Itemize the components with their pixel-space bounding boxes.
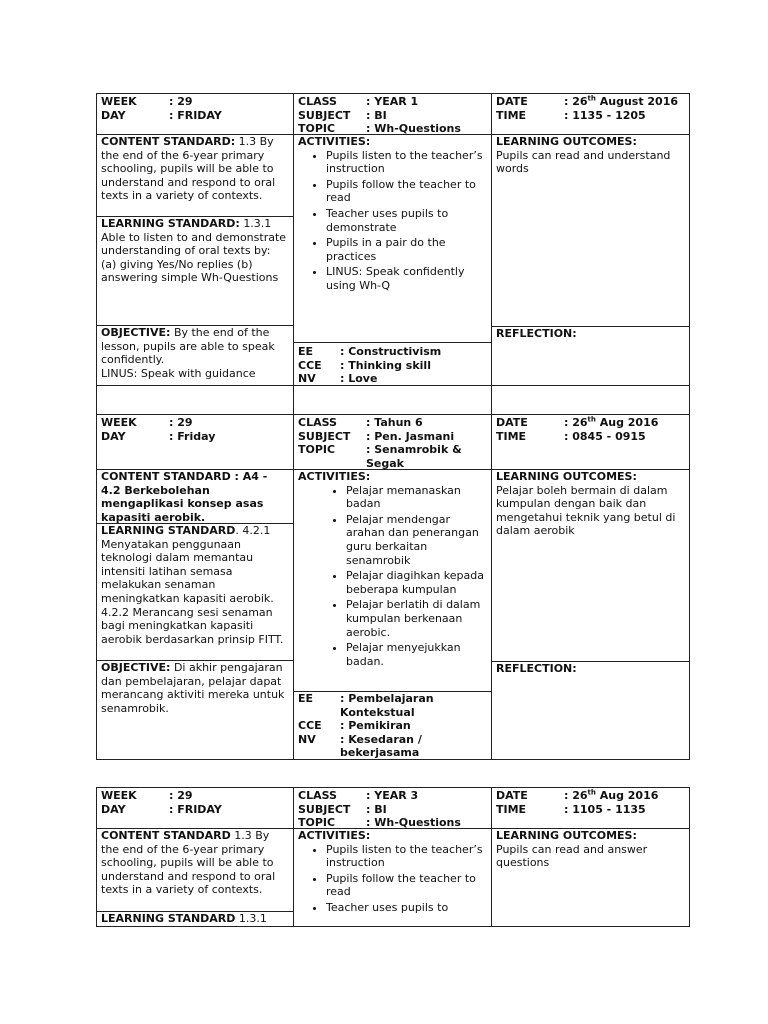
activities-label: ACTIVITIES: (298, 135, 371, 148)
activities-list (298, 484, 487, 669)
ee-label: EE (298, 692, 314, 705)
date-label: DATE (496, 789, 528, 802)
day-value: : FRIDAY (169, 802, 222, 816)
ee-label: EE (298, 345, 314, 358)
cce-value: : Thinking skill (340, 358, 431, 372)
cce-label: CCE (298, 358, 322, 372)
class-label: CLASS (298, 416, 337, 429)
ee-value: : Pembelajaran Kontekstual (340, 692, 434, 719)
date-value: : 26th Aug 2016 (564, 415, 659, 429)
spacer-cell (293, 385, 492, 415)
outcomes-label: LEARNING OUTCOMES: (496, 829, 637, 842)
content-standard-cell (96, 134, 294, 217)
objective-text: Di akhir pengajaran dan pembelajaran, pelajar dapat merancang aktiviti mereka untuk senamrobik. (101, 661, 285, 715)
lesson-plan-table-2 (96, 414, 690, 760)
outcomes-text: Pupils can read and understand words (496, 148, 671, 176)
week-label: WEEK (101, 416, 137, 429)
values-cell (293, 342, 492, 386)
subject-label: SUBJECT (298, 429, 351, 443)
class-label: CLASS (298, 789, 337, 802)
cce-label: CCE (298, 719, 322, 733)
objective-cell (96, 325, 294, 386)
lesson-plan-table-1 (96, 93, 690, 415)
date-time-cell (491, 787, 690, 829)
objective-label: OBJECTIVE: (101, 326, 171, 339)
day-label: DAY (101, 429, 126, 443)
content-standard-label: CONTENT STANDARD : A4 - 4.2 Berkebolehan mengaplikasi konsep asas kapasiti aerobik. (101, 470, 268, 524)
objective-text: By the end of the lesson, pupils are able to speak confidently. (101, 326, 275, 367)
subject-value: : BI (366, 802, 387, 816)
date-label: DATE (496, 416, 528, 429)
activity-item: • Teacher uses pupils to demonstrate (326, 207, 487, 234)
day-value: : Friday (169, 429, 216, 443)
topic-label: TOPIC (298, 122, 336, 135)
activities-label: ACTIVITIES: (298, 829, 371, 842)
objective-cell (96, 660, 294, 760)
content-standard-text: 1.3 By the end of the 6-year primary schooling, pupils will be able to understand and respond to oral texts in a variety of contexts. (101, 829, 276, 897)
topic-value: : Wh-Questions (366, 816, 461, 829)
class-value: : YEAR 1 (366, 95, 419, 108)
reflection-label: REFLECTION: (496, 327, 577, 340)
time-label: TIME (496, 429, 527, 443)
spacer-cell (96, 385, 294, 415)
learning-standard-cell (96, 216, 294, 326)
values-cell (293, 691, 492, 760)
time-label: TIME (496, 108, 527, 122)
topic-value: : Wh-Questions (366, 122, 461, 135)
week-value: : 29 (169, 95, 193, 108)
nv-value: : Kesedaran / bekerjasama (340, 732, 422, 760)
date-value: : 26th Aug 2016 (564, 788, 659, 802)
outcomes-text: Pupils can read and answer questions (496, 842, 648, 870)
learning-standard-label: LEARNING STANDARD (101, 912, 236, 925)
date-time-cell (491, 414, 690, 470)
learning-standard-label: LEARNING STANDARD (101, 524, 236, 537)
topic-value: : Senamrobik & Segak (366, 443, 462, 470)
week-label: WEEK (101, 95, 137, 108)
activity-item: • Pupils listen to the teacher’s instruction (326, 149, 487, 176)
activity-item: • Pupils in a pair do the practices (326, 236, 487, 263)
week-day-cell (96, 93, 294, 135)
activity-item: • Pupils follow the teacher to read (326, 872, 487, 899)
content-standard-cell (96, 828, 294, 912)
time-value: : 0845 - 0915 (564, 429, 646, 443)
lesson-plan-table-3 (96, 787, 690, 927)
activity-item: • LINUS: Speak confidently using Wh-Q (326, 265, 487, 292)
learning-standard-cell (96, 911, 294, 927)
outcomes-cell (491, 134, 690, 327)
outcomes-label: LEARNING OUTCOMES: (496, 470, 637, 483)
time-label: TIME (496, 802, 527, 816)
activities-label: ACTIVITIES: (298, 470, 371, 483)
nv-label: NV (298, 732, 316, 746)
time-value: : 1135 - 1205 (564, 108, 646, 122)
activities-list (298, 149, 487, 293)
activity-item: • Pupils follow the teacher to read (326, 178, 487, 205)
content-standard-label: CONTENT STANDARD: (101, 135, 236, 148)
activities-cell (293, 828, 492, 927)
activity-item: • Pupils listen to the teacher’s instruction (326, 843, 487, 870)
activity-item: • Pelajar menyejukkan badan. (346, 641, 487, 668)
nv-label: NV (298, 372, 316, 386)
class-subject-cell (293, 93, 492, 135)
ee-value: : Constructivism (340, 345, 442, 358)
reflection-cell (491, 326, 690, 386)
outcomes-text: Pelajar boleh bermain di dalam kumpulan dengan baik dan mengetahui teknik yang betul di dalam aerobik (496, 483, 676, 538)
learning-standard-text: 1.3.1 (238, 912, 267, 925)
class-value: : Tahun 6 (366, 416, 423, 429)
activity-item: • Pelajar memanaskan badan (346, 484, 487, 511)
outcomes-cell (491, 828, 690, 927)
outcomes-label: LEARNING OUTCOMES: (496, 135, 637, 148)
activity-item: • Pelajar berlatih di dalam kumpulan berkenaan aerobic. (346, 598, 487, 639)
activity-item: • Teacher uses pupils to (326, 901, 487, 915)
learning-standard-cell (96, 523, 294, 661)
activity-item: • Pelajar mendengar arahan dan penerangan guru berkaitan senamrobik (346, 513, 487, 567)
day-label: DAY (101, 108, 126, 122)
time-value: : 1105 - 1135 (564, 802, 646, 816)
subject-label: SUBJECT (298, 802, 351, 816)
week-label: WEEK (101, 789, 137, 802)
topic-label: TOPIC (298, 443, 336, 457)
learning-standard-label: LEARNING STANDARD: (101, 217, 240, 230)
content-standard-text: 1.3 By the end of the 6-year primary schooling, pupils will be able to understand and respond to oral texts in a variety of contexts. (101, 135, 276, 203)
date-time-cell (491, 93, 690, 135)
class-value: : YEAR 3 (366, 789, 419, 802)
date-label: DATE (496, 95, 528, 108)
topic-label: TOPIC (298, 816, 336, 829)
learning-standard-text: . 4.2.1 Menyatakan penggunaan teknologi dalam memantau intensiti latihan semasa melakukan senaman meningkatkan kapasiti aerobik. 4.2.2 Merancang sesi senaman bagi meningkatkan kapasiti aerobik berdasarkan prinsip FITT. (101, 524, 284, 646)
activities-cell (293, 469, 492, 692)
activities-list (298, 843, 487, 915)
date-value: : 26th August 2016 (564, 94, 679, 108)
week-value: : 29 (169, 416, 193, 429)
content-standard-label: CONTENT STANDARD (101, 829, 231, 842)
class-label: CLASS (298, 95, 337, 108)
class-subject-cell (293, 787, 492, 829)
learning-standard-text: 1.3.1 Able to listen to and demonstrate understanding of oral texts by: (a) giving Yes/No replies (b) answering simple Wh-Questions (101, 217, 287, 285)
cce-value: : Pemikiran (340, 719, 411, 733)
reflection-label: REFLECTION: (496, 662, 577, 675)
week-value: : 29 (169, 789, 193, 802)
subject-label: SUBJECT (298, 108, 351, 122)
subject-value: : BI (366, 108, 387, 122)
nv-value: : Love (340, 372, 378, 386)
week-day-cell (96, 787, 294, 829)
week-day-cell (96, 414, 294, 470)
activities-cell (293, 134, 492, 343)
day-label: DAY (101, 802, 126, 816)
class-subject-cell (293, 414, 492, 470)
outcomes-cell (491, 469, 690, 662)
objective-label: OBJECTIVE: (101, 661, 171, 674)
activity-item: • Pelajar diagihkan kepada beberapa kumpulan (346, 569, 487, 596)
reflection-cell (491, 661, 690, 760)
day-value: : FRIDAY (169, 108, 222, 122)
subject-value: : Pen. Jasmani (366, 429, 455, 443)
spacer-cell (491, 385, 690, 415)
objective-linus: LINUS: Speak with guidance (101, 366, 256, 380)
content-standard-cell (96, 469, 294, 524)
